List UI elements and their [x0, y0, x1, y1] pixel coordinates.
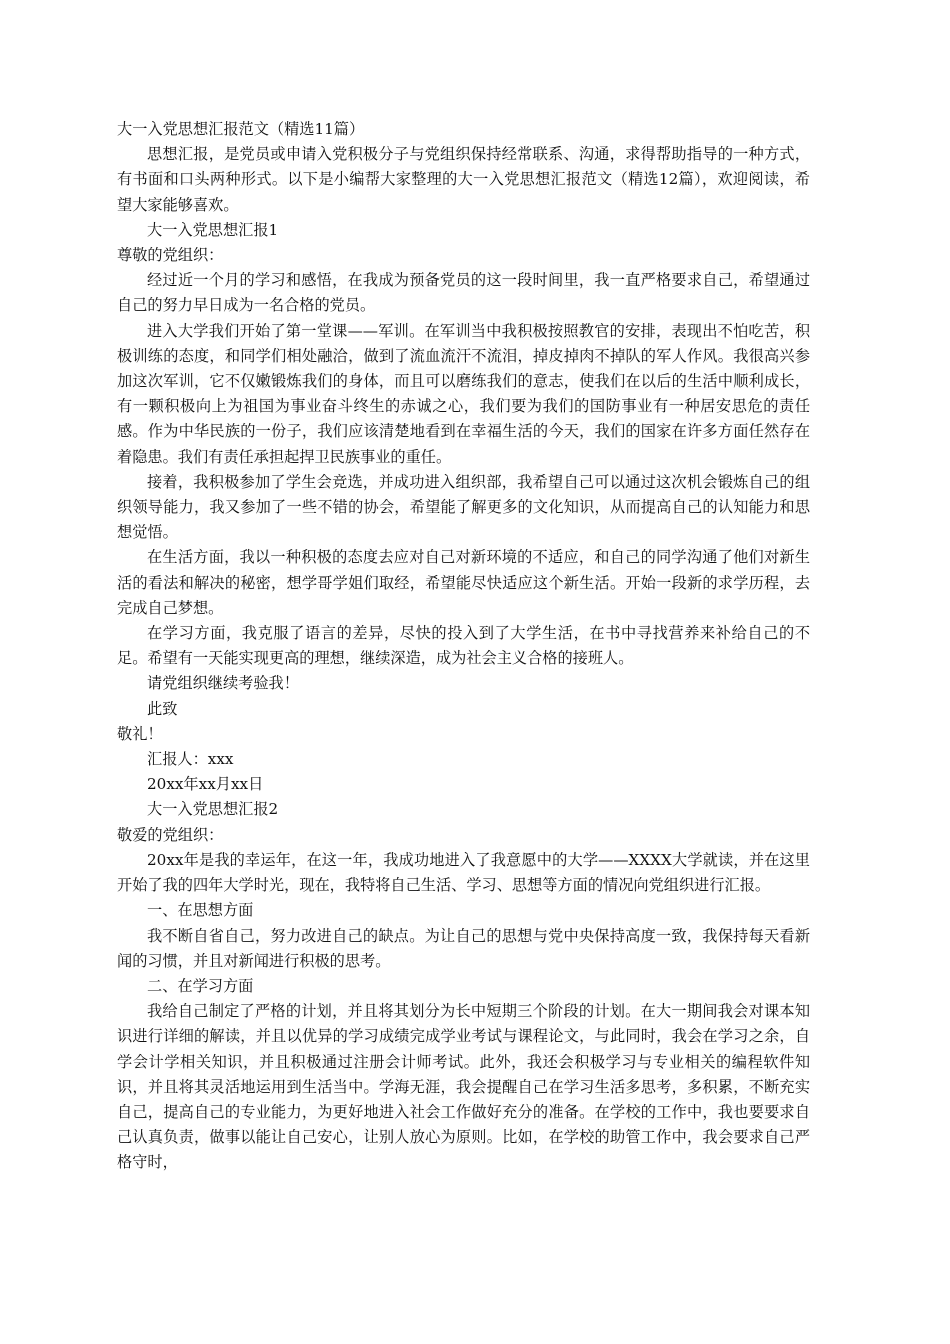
intro-paragraph: 思想汇报，是党员或申请入党积极分子与党组织保持经常联系、沟通，求得帮助指导的一种方式，有书面和口头两种形式。以下是小编帮大家整理的大一入党思想汇报范文（精选12篇），欢迎阅读，希望大家能够喜欢。 — [117, 145, 810, 214]
document-title: 大一入党思想汇报范文（精选11篇） — [117, 120, 365, 138]
report2-heading: 大一入党思想汇报2 — [147, 800, 279, 819]
report1-paragraph: 请党组织继续考验我！ — [147, 674, 299, 693]
report2-section-title: 一、在思想方面 — [147, 901, 254, 920]
report2-section-text: 我给自己制定了严格的计划，并且将其划分为长中短期三个阶段的计划。在大一期间我会对课本知识进行详细的解读，并且以优异的学习成绩完成学业考试与课程论文，与此同时，我会在学习之余，自学会计学相关知识，并且积极通过注册会计师考试。此外，我还会积极学习与专业相关的编程软件知识，并且将其灵活地运用到生活当中。学海无涯，我会提醒自己在学习生活多思考，多积累，不断充实自己，提高自己的专业能力，为更好地进入社会工作做好充分的准备。在学校的工作中，我也要要求自己认真负责，做事以能让自己安心，让别人放心为原则。比如，在学校的助管工作中，我会要求自己严格守时， — [117, 1002, 810, 1172]
report1-paragraph: 进入大学我们开始了第一堂课——军训。在军训当中我积极按照教官的安排，表现出不怕吃苦，积极训练的态度，和同学们相处融洽，做到了流血流汗不流泪，掉皮掉肉不掉队的军人作风。我很高兴参加这次军训，它不仅嫩锻炼我们的身体，而且可以磨练我们的意志，使我们在以后的生活中顺利成长，有一颗积极向上为祖国为事业奋斗终生的赤诚之心，我们要为我们的国防事业有一种居安思危的责任感。作为中华民族的一份子，我们应该清楚地看到在幸福生活的今天，我们的国家在许多方面任然存在着隐患。我们有责任承担起捍卫民族事业的重任。 — [117, 321, 810, 466]
report2-salutation: 敬爱的党组织： — [117, 825, 224, 844]
report2-section-text: 我不断自省自己，努力改进自己的缺点。为让自己的思想与党中央保持高度一致，我保持每天看新闻的习惯，并且对新闻进行积极的思考。 — [117, 926, 810, 970]
report1-closing: 此致 — [147, 699, 178, 718]
report2-section-title: 二、在学习方面 — [147, 976, 254, 995]
report2-paragraph: 20xx年是我的幸运年，在这一年，我成功地进入了我意愿中的大学——XXXX大学就读，并在这里开始了我的四年大学时光，现在，我特将自己生活、学习、思想等方面的情况向党组织进行汇报。 — [117, 850, 810, 895]
report1-paragraph: 在学习方面，我克服了语言的差异，尽快的投入到了大学生活，在书中寻找营养来补给自己的不足。希望有一天能实现更高的理想，继续深造，成为社会主义合格的接班人。 — [117, 624, 810, 668]
report1-date: 20xx年xx月xx日 — [147, 775, 264, 794]
report1-regards: 敬礼！ — [117, 724, 163, 743]
report1-paragraph: 经过近一个月的学习和感悟，在我成为预备党员的这一段时间里，我一直严格要求自己，希望通过自己的努力早日成为一名合格的党员。 — [117, 271, 810, 315]
report1-salutation: 尊敬的党组织： — [117, 246, 224, 265]
report1-paragraph: 在生活方面，我以一种积极的态度去应对自己对新环境的不适应，和自己的同学沟通了他们对新生活的看法和解决的秘密，想学哥学姐们取经，希望能尽快适应这个新生活。开始一段新的求学历程，去完成自己梦想。 — [117, 548, 810, 617]
report1-reporter: 汇报人：xxx — [147, 750, 234, 769]
report1-paragraph: 接着，我积极参加了学生会竞选，并成功进入组织部，我希望自己可以通过这次机会锻炼自己的组织领导能力，我又参加了一些不错的协会，希望能了解更多的文化知识，从而提高自己的认知能力和思想觉悟。 — [117, 472, 810, 542]
report1-heading: 大一入党思想汇报1 — [147, 220, 279, 239]
